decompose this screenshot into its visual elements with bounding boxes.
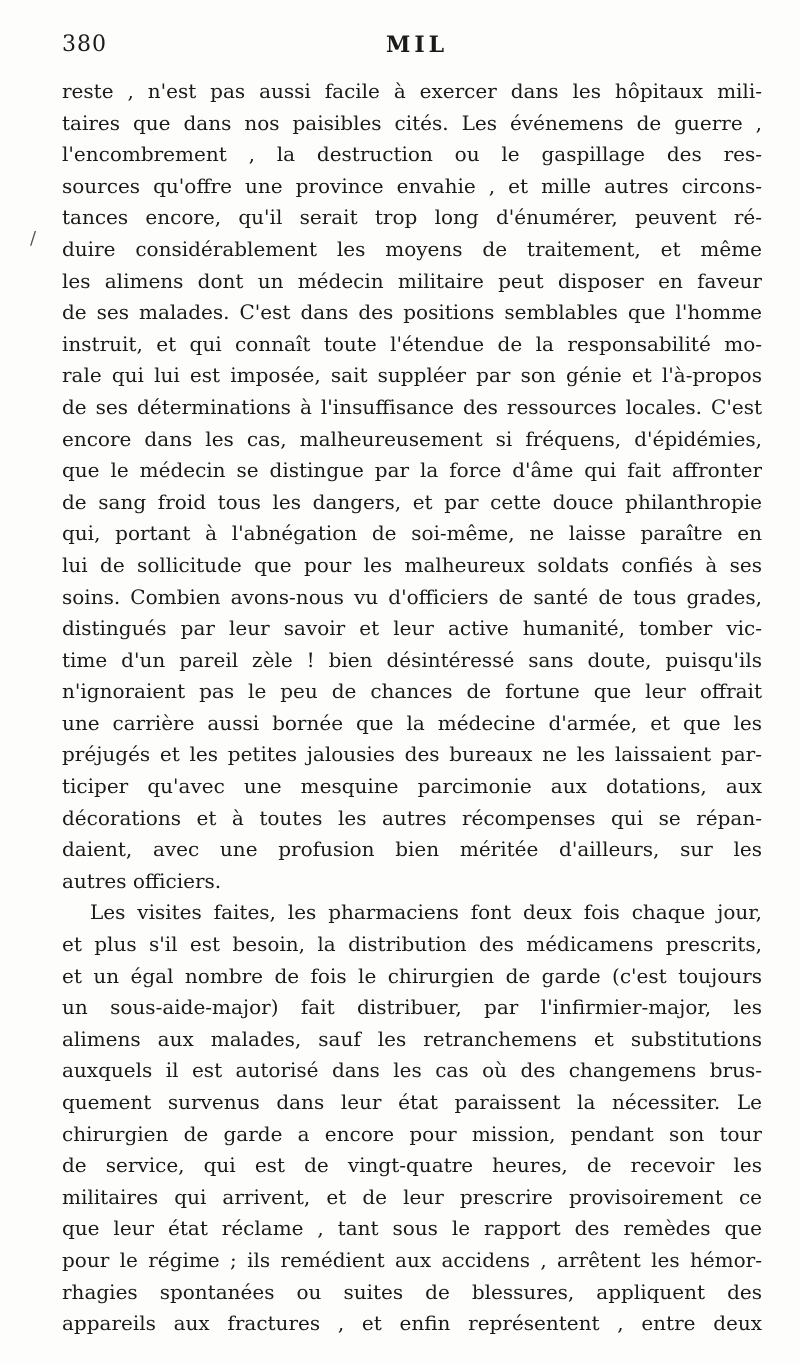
text-line: lui de sollicitude que pour les malheureux soldats confiés à ses (62, 552, 762, 577)
text-line: rhagies spontanées ou suites de blessures, appliquent des (62, 1279, 762, 1304)
text-line: alimens aux malades, sauf les retranchemens et substitutions (62, 1026, 762, 1051)
text-line: de service, qui est de vingt-quatre heures, de recevoir les (62, 1153, 762, 1178)
text-line: l'encombrement , la destruction ou le gaspillage des res- (62, 142, 762, 167)
text-line: instruit, et qui connaît toute l'étendue de la responsabilité mo- (62, 331, 762, 356)
paragraph (62, 76, 762, 897)
body-text (62, 76, 762, 1340)
text-line: décorations et à toutes les autres récompenses qui se répan- (62, 805, 762, 830)
text-line: soins. Combien avons-nous vu d'officiers de santé de tous grades, (62, 584, 762, 609)
text-line: appareils aux fractures , et enfin représentent , entre deux (62, 1311, 762, 1336)
paragraphs (62, 76, 762, 1340)
margin-mark: / (30, 228, 37, 249)
text-line: de sang froid tous les dangers, et par cette douce philanthropie (62, 489, 762, 514)
text-line: et plus s'il est besoin, la distribution des médicamens prescrits, (62, 932, 762, 957)
text-line: Les visites faites, les pharmaciens font deux fois chaque jour, (90, 900, 762, 925)
text-line: reste , n'est pas aussi facile à exercer dans les hôpitaux mili- (62, 79, 762, 103)
text-line: autres officiers. (62, 868, 222, 893)
text-line: duire considérablement les moyens de traitement, et même (62, 236, 762, 261)
text-line: auxquels il est autorisé dans les cas où des changemens brus- (62, 1058, 762, 1083)
text-line: daient, avec une profusion bien méritée d'ailleurs, sur les (62, 837, 762, 862)
text-line: tances encore, qu'il serait trop long d'énumérer, peuvent ré- (62, 205, 762, 230)
text-line: préjugés et les petites jalousies des bureaux ne les laissaient par- (62, 742, 762, 767)
text-line: que le médecin se distingue par la force d'âme qui fait affronter (62, 458, 762, 483)
text-line: rale qui lui est imposée, sait suppléer par son génie et l'à-propos (62, 363, 762, 388)
text-line: quement survenus dans leur état paraissent la nécessiter. Le (62, 1090, 762, 1114)
text-line: encore dans les cas, malheureusement si fréquens, d'épidémies, (62, 426, 762, 451)
text-line: taires que dans nos paisibles cités. Les événemens de guerre , (62, 110, 762, 135)
text-line: de ses déterminations à l'insuffisance des ressources locales. C'est (62, 394, 762, 419)
text-line: militaires qui arrivent, et de leur prescrire provisoirement ce (62, 1184, 762, 1209)
page-header (62, 28, 762, 64)
text-line: pour le régime ; ils remédient aux accidens , arrêtent les hémor- (62, 1247, 762, 1272)
text-line: ticiper qu'avec une mesquine parcimonie aux dotations, aux (62, 774, 762, 799)
paragraph (62, 897, 762, 1339)
text-line: que leur état réclame , tant sous le rapport des remèdes que (62, 1216, 762, 1241)
text-line: qui, portant à l'abnégation de soi-même, ne laisse paraître en (62, 521, 762, 546)
text-line: une carrière aussi bornée que la médecine d'armée, et que les (62, 710, 762, 735)
text-line: et un égal nombre de fois le chirurgien de garde (c'est toujours (62, 963, 762, 988)
page-number: 380 (62, 32, 107, 57)
text-line: time d'un pareil zèle ! bien désintéressé sans doute, puisqu'ils (62, 647, 762, 672)
text-line: chirurgien de garde a encore pour mission, pendant son tour (62, 1121, 762, 1146)
text-line: sources qu'offre une province envahie , et mille autres circons- (62, 173, 762, 198)
running-head: MIL (386, 32, 449, 58)
text-line: un sous-aide-major) fait distribuer, par l'infirmier-major, les (62, 995, 762, 1020)
text-line: distingués par leur savoir et leur active humanité, tomber vic- (62, 616, 762, 641)
text-line: n'ignoraient pas le peu de chances de fortune que leur offrait (62, 679, 762, 704)
text-line: les alimens dont un médecin militaire peut disposer en faveur (62, 268, 762, 293)
text-line: de ses malades. C'est dans des positions semblables que l'homme (62, 300, 762, 325)
